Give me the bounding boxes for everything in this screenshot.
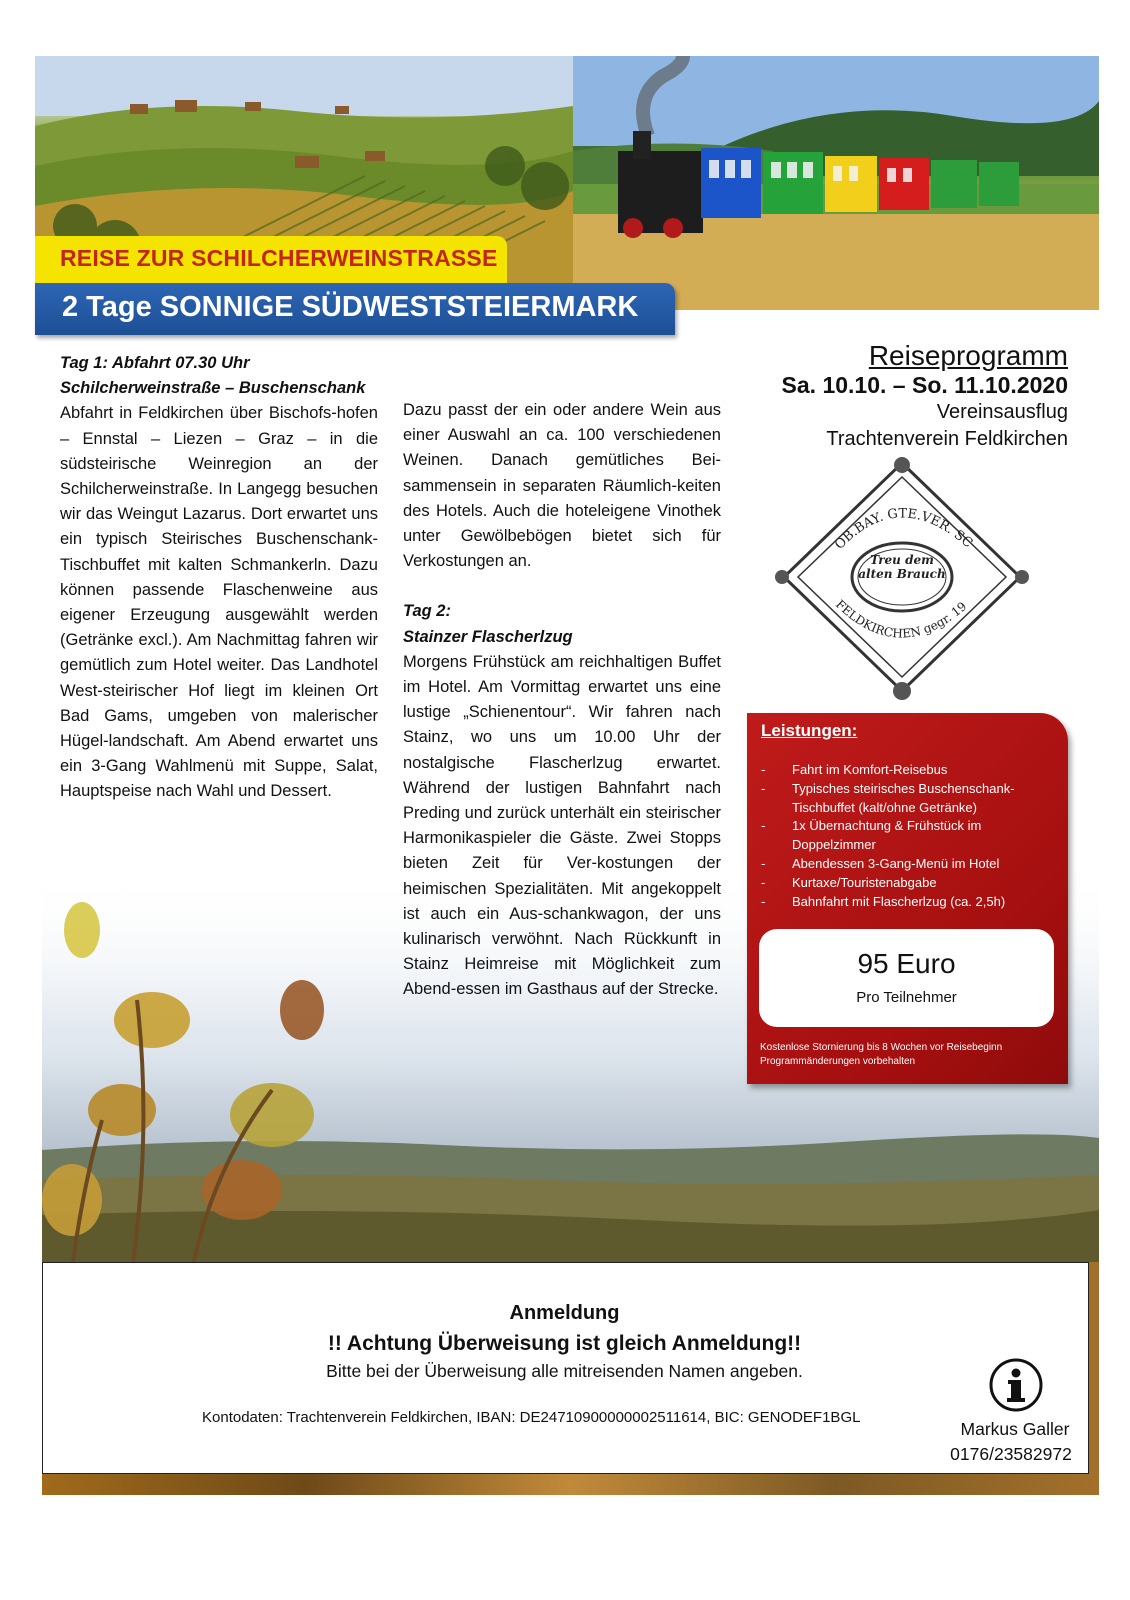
registration-hint: Bitte bei der Überweisung alle mitreisenden Namen angeben.	[326, 1361, 803, 1381]
day1-subheading: Schilcherweinstraße – Buschenschank	[60, 379, 366, 398]
list-item: - Typisches steirisches Buschenschank-Tischbuffet (kalt/ohne Getränke)	[761, 780, 1015, 815]
svg-text:FELDKIRCHEN gegr. 1919	[770, 455, 969, 641]
emblem-arc-top: OB.BAY. GTE.VER. SC	[832, 506, 976, 553]
day1-continuation-text: Dazu passt der ein oder andere Wein aus einer Auswahl an ca. 100 verschiedenen Weinen. Danach gemütliches Bei-sammensein in separaten Räumlich-keiten des Hotels. Auch die hoteleigene Vinothek unter Gewölbebögen bietet sich für Verkostungen an.	[403, 401, 721, 571]
registration-warning: !! Achtung Überweisung ist gleich Anmeldung!!	[327, 1332, 802, 1355]
train-illustration	[573, 56, 1099, 310]
program-date: Sa. 10.10. – So. 11.10.2020	[781, 372, 1068, 398]
day2-text: Morgens Frühstück am reichhaltigen Buffet im Hotel. Am Vormittag erwartet uns eine lustige „Schienentour“. Wir fahren nach Stainz, wo uns um 10.00 Uhr der nostalgische Flascherlzug erwartet. Während der lustigen Bahnfahrt nach Preding und zurück unterhält ein steirischer Harmonikaspieler die Gäste. Zwei Stopps bieten Zeit für Ver-kostungen der heimischen Spezialitäten. Mit angekoppelt ist auch ein Aus-schankwagon, der uns kulinarisch verwöhnt. Nach Rückkunft in Stainz Heimreise mit Möglichkeit zum Abend-essen im Gasthaus auf der Strecke.	[403, 652, 721, 999]
list-item: - Fahrt im Komfort-Reisebus	[761, 762, 948, 777]
day1-heading: Tag 1: Abfahrt 07.30 Uhr	[60, 354, 250, 372]
day2-column	[403, 398, 721, 1003]
list-item: - Kurtaxe/Touristenabgabe	[761, 874, 937, 890]
emblem-arc-bottom: FELDKIRCHEN gegr. 19	[832, 597, 970, 641]
train-photo	[573, 56, 1099, 310]
change-note: Programmänderungen vorbehalten	[760, 1056, 916, 1067]
day2-heading: Tag 2:	[403, 602, 451, 621]
day1-column	[60, 351, 378, 805]
price: 95 Euro	[857, 948, 956, 979]
trip-title: 2 Tage SONNIGE SÜDWESTSTEIERMARK	[62, 291, 639, 323]
bank-details: Kontodaten: Trachtenverein Feldkirchen, IBAN: DE24710900000002511614, BIC: GENODEF1BGL	[202, 1409, 861, 1426]
services-list	[761, 761, 1056, 911]
program-organizer: Trachtenverein Feldkirchen	[826, 428, 1068, 450]
contact-name: Markus Galler	[960, 1419, 1070, 1439]
info-icon	[989, 1358, 1043, 1412]
price-per-person: Pro Teilnehmer	[856, 989, 957, 1006]
day1-text: Abfahrt in Feldkirchen über Bischofs-hofen – Ennstal – Liezen – Graz – in die südsteirische Weinregion an der Schilcherweinstraße. In Langegg besuchen wir das Weingut Lazarus. Dort erwartet uns ein typisch Steirisches Buschenschank-Tischbuffet mit kalten Schmankerln. Dazu können passende Flaschenweine aus eigener Erzeugung ausgewählt werden (Getränke excl.). Am Nachmittag fahren wir gemütlich zum Hotel weiter. Das Landhotel West-steirischer Hof liegt im kleinen Ort Bad Gams, umgeben von malerischer Hügel-landschaft. Am Abend erwartet uns ein 3-Gang Wahlmenü mit Suppe, Salat, Hauptspeise nach Wahl und Dessert.	[60, 404, 378, 801]
program-title: Reiseprogramm	[868, 340, 1068, 371]
registration-title: Anmeldung	[509, 1302, 620, 1324]
club-emblem	[770, 455, 1035, 705]
emblem-motto: Treu dem alten Brauch	[858, 553, 946, 581]
list-item: - 1x Übernachtung & Frühstück im Doppelzimmer	[761, 818, 982, 853]
day2-subheading: Stainzer Flascherlzug	[403, 627, 573, 646]
contact-phone: 0176/23582972	[950, 1444, 1072, 1464]
list-item: - Bahnfahrt mit Flascherlzug (ca. 2,5h)	[761, 893, 1006, 909]
cancellation-note: Kostenlose Stornierung bis 8 Wochen vor Reisebeginn	[760, 1042, 1003, 1053]
program-event: Vereinsausflug	[936, 401, 1068, 423]
trip-subtitle: REISE ZUR SCHILCHERWEINSTRASSE	[60, 245, 498, 271]
list-item: - Abendessen 3-Gang-Menü im Hotel	[761, 855, 1000, 871]
services-title: Leistungen:	[761, 721, 858, 740]
